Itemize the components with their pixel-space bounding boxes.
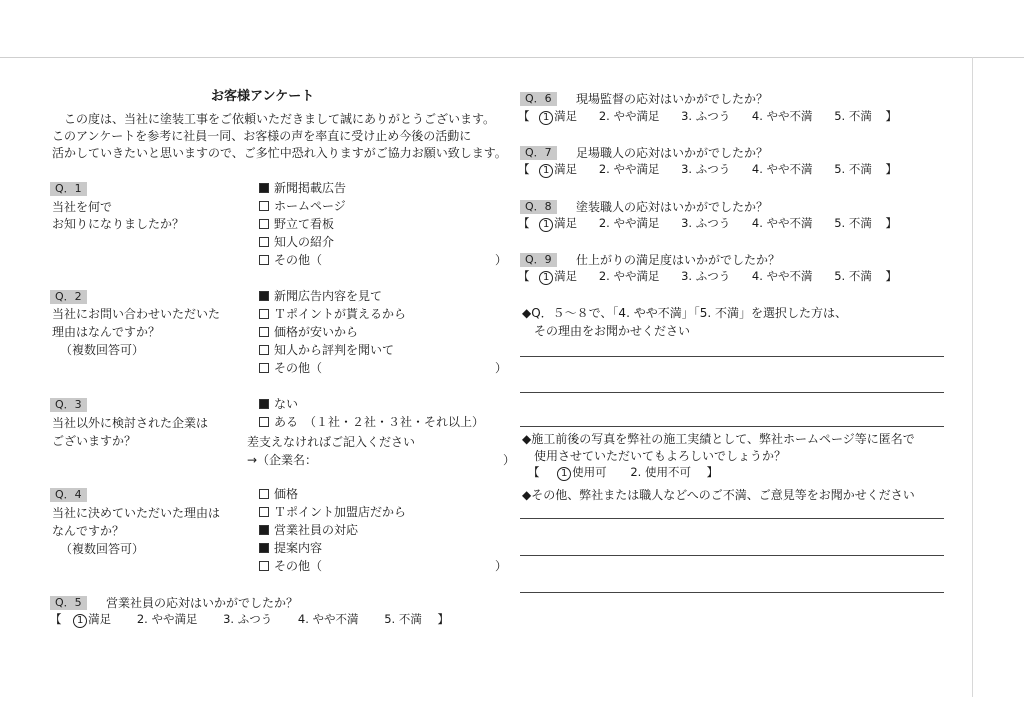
checkbox[interactable] (259, 345, 269, 355)
q9-scale: 【 1 満足 2. やや満足 3. ふつう 4. やや不満 5. 不満 】 (518, 269, 897, 283)
q2-text-2: 理由はなんですか？ (52, 325, 161, 339)
q1-text-1: 当社を何で (52, 200, 113, 214)
q5-choice-3[interactable]: 3. ふつう (223, 612, 273, 626)
q6-label: Q．6 (520, 92, 557, 106)
checkbox-checked[interactable] (259, 543, 269, 553)
q3-close-paren: ） (503, 453, 516, 467)
q1-text-2: お知りになりましたか？ (52, 217, 185, 231)
checkbox[interactable] (259, 237, 269, 247)
q1-close-paren: ） (495, 253, 508, 267)
photo-prompt-2: 使用させていただいてもよろしいでしょうか？ (534, 449, 787, 463)
q9-choice-4[interactable]: 4. やや不満 (751, 269, 813, 283)
q2-option-3[interactable]: 価格が安いから (259, 326, 358, 338)
q8-text: 塗装職人の応対はいかがでしたか？ (576, 200, 769, 214)
q5-choice-2[interactable]: 2. やや満足 (136, 612, 198, 626)
checkbox[interactable] (259, 507, 269, 517)
q6-choice-1[interactable]: 1 満足 (539, 109, 577, 123)
intro-line-2: このアンケートを参考に社員一同、お客様の声を率直に受け止め今後の活動に (52, 129, 472, 143)
other-answer-line-3[interactable] (520, 592, 944, 593)
q5-scale: 【 1 満足 2. やや満足 3. ふつう 4. やや不満 5. 不満 】 (50, 612, 449, 626)
q8-choice-1[interactable]: 1 満足 (539, 216, 577, 230)
q3-option-1[interactable]: ない (259, 398, 298, 410)
q6-choice-5[interactable]: 5. 不満 (834, 109, 872, 123)
q2-text-1: 当社にお問い合わせいただいた (52, 307, 221, 321)
photo-choice-2[interactable]: 2. 使用不可 (630, 465, 691, 479)
checkbox[interactable] (259, 309, 269, 319)
q4-option-4[interactable]: 提案内容 (259, 542, 322, 554)
q4-option-1[interactable]: 価格 (259, 488, 298, 500)
reason-answer-line-2[interactable] (520, 392, 944, 393)
q5-choice-1[interactable]: 1 満足 (73, 612, 111, 626)
q9-choice-2[interactable]: 2. やや満足 (598, 269, 660, 283)
q9-choice-5[interactable]: 5. 不満 (834, 269, 872, 283)
q6-choice-4[interactable]: 4. やや不満 (751, 109, 813, 123)
q1-option-3[interactable]: 野立て看板 (259, 218, 334, 230)
checkbox-checked[interactable] (259, 525, 269, 535)
q2-option-1[interactable]: 新聞広告内容を見て (259, 290, 382, 302)
q7-label: Q．7 (520, 146, 557, 160)
q1-label: Q．1 (50, 182, 87, 196)
checkbox[interactable] (259, 561, 269, 571)
q8-choice-2[interactable]: 2. やや満足 (598, 216, 660, 230)
q3-label: Q．3 (50, 398, 87, 412)
q4-option-3[interactable]: 営業社員の対応 (259, 524, 358, 536)
checkbox[interactable] (259, 417, 269, 427)
q4-close-paren: ） (495, 559, 508, 573)
q2-label: Q．2 (50, 290, 87, 304)
q8-choice-5[interactable]: 5. 不満 (834, 216, 872, 230)
q4-option-5[interactable]: その他（ (259, 560, 322, 572)
q2-text-3: （複数回答可） (60, 343, 145, 357)
scan-edge-top (0, 57, 1024, 58)
photo-prompt-1: ◆施工前後の写真を弊社の施工実績として、弊社ホームページ等に匿名で (522, 432, 915, 446)
q2-option-2[interactable]: Ｔポイントが貰えるから (259, 308, 406, 320)
checkbox[interactable] (259, 363, 269, 373)
circled-number-1: 1 (539, 271, 553, 285)
q3-text-1: 当社以外に検討された企業は (52, 416, 209, 430)
q8-choice-4[interactable]: 4. やや不満 (751, 216, 813, 230)
q3-company-field[interactable]: →（企業名： (247, 453, 318, 467)
q7-choice-1[interactable]: 1 満足 (539, 162, 577, 176)
q4-text-1: 当社に決めていただいた理由は (52, 506, 221, 520)
q6-text: 現場監督の応対はいかがでしたか？ (576, 92, 769, 106)
q9-choice-3[interactable]: 3. ふつう (681, 269, 731, 283)
other-answer-line-1[interactable] (520, 518, 944, 519)
q1-option-2[interactable]: ホームページ (259, 200, 346, 212)
q5-label: Q．5 (50, 596, 87, 610)
reason-prompt-2: その理由をお聞かせください (534, 324, 691, 338)
q8-choice-3[interactable]: 3. ふつう (681, 216, 731, 230)
q7-text: 足場職人の応対はいかがでしたか？ (576, 146, 769, 160)
q7-choice-5[interactable]: 5. 不満 (834, 162, 872, 176)
q6-scale: 【 1 満足 2. やや満足 3. ふつう 4. やや不満 5. 不満 】 (518, 109, 897, 123)
circled-number-1: 1 (539, 111, 553, 125)
q9-label: Q．9 (520, 253, 557, 267)
q5-choice-5[interactable]: 5. 不満 (384, 612, 422, 626)
q3-note: 差支えなければご記入ください (247, 435, 416, 449)
scan-edge-right (972, 57, 973, 697)
checkbox[interactable] (259, 201, 269, 211)
intro-line-1: この度は、当社に塗装工事をご依頼いただきまして誠にありがとうございます。 (64, 112, 496, 126)
q4-text-3: （複数回答可） (60, 542, 145, 556)
q1-option-4[interactable]: 知人の紹介 (259, 236, 334, 248)
q7-scale: 【 1 満足 2. やや満足 3. ふつう 4. やや不満 5. 不満 】 (518, 162, 897, 176)
q5-choice-4[interactable]: 4. やや不満 (297, 612, 359, 626)
circled-number-1: 1 (557, 467, 571, 481)
q1-option-5[interactable]: その他（ (259, 254, 322, 266)
photo-choice-1[interactable]: 1 使用可 (557, 465, 607, 479)
checkbox-checked[interactable] (259, 399, 269, 409)
circled-number-1: 1 (73, 614, 87, 628)
q4-label: Q．4 (50, 488, 87, 502)
q5-text: 営業社員の応対はいかがでしたか？ (106, 596, 299, 610)
q7-choice-3[interactable]: 3. ふつう (681, 162, 731, 176)
q7-choice-4[interactable]: 4. やや不満 (751, 162, 813, 176)
reason-answer-line-1[interactable] (520, 356, 944, 357)
other-answer-line-2[interactable] (520, 555, 944, 556)
checkbox-checked[interactable] (259, 291, 269, 301)
q2-option-5[interactable]: その他（ (259, 362, 322, 374)
photo-scale: 【 1 使用可 2. 使用不可 】 (528, 465, 719, 479)
checkbox[interactable] (259, 219, 269, 229)
checkbox[interactable] (259, 255, 269, 265)
q9-text: 仕上がりの満足度はいかがでしたか？ (576, 253, 781, 267)
q3-text-2: ございますか？ (52, 434, 137, 448)
q2-option-4[interactable]: 知人から評判を聞いて (259, 344, 394, 356)
checkbox[interactable] (259, 327, 269, 337)
q6-choice-3[interactable]: 3. ふつう (681, 109, 731, 123)
checkbox-checked[interactable] (259, 183, 269, 193)
other-prompt: ◆その他、弊社または職人などへのご不満、ご意見等をお聞かせください (522, 488, 915, 502)
q3-option-2[interactable]: ある （１社・２社・３社・それ以上） (259, 416, 484, 428)
circled-number-1: 1 (539, 218, 553, 232)
page-title: お客様アンケート (211, 89, 315, 104)
reason-prompt-1: ◆Q．５～８で、「4. やや不満」「5. 不満」を選択した方は、 (522, 306, 847, 320)
q4-text-2: なんですか？ (52, 524, 125, 538)
q4-option-2[interactable]: Ｔポイント加盟店だから (259, 506, 406, 518)
intro-line-3: 活かしていきたいと思いますので、ご多忙中恐れ入りますがご協力お願い致します。 (52, 146, 507, 160)
q2-close-paren: ） (495, 361, 508, 375)
reason-answer-line-3[interactable] (520, 426, 944, 427)
q7-choice-2[interactable]: 2. やや満足 (598, 162, 660, 176)
q1-option-1[interactable]: 新聞掲載広告 (259, 182, 346, 194)
q6-choice-2[interactable]: 2. やや満足 (598, 109, 660, 123)
circled-number-1: 1 (539, 164, 553, 178)
q9-choice-1[interactable]: 1 満足 (539, 269, 577, 283)
q8-scale: 【 1 満足 2. やや満足 3. ふつう 4. やや不満 5. 不満 】 (518, 216, 897, 230)
checkbox[interactable] (259, 489, 269, 499)
q8-label: Q．8 (520, 200, 557, 214)
